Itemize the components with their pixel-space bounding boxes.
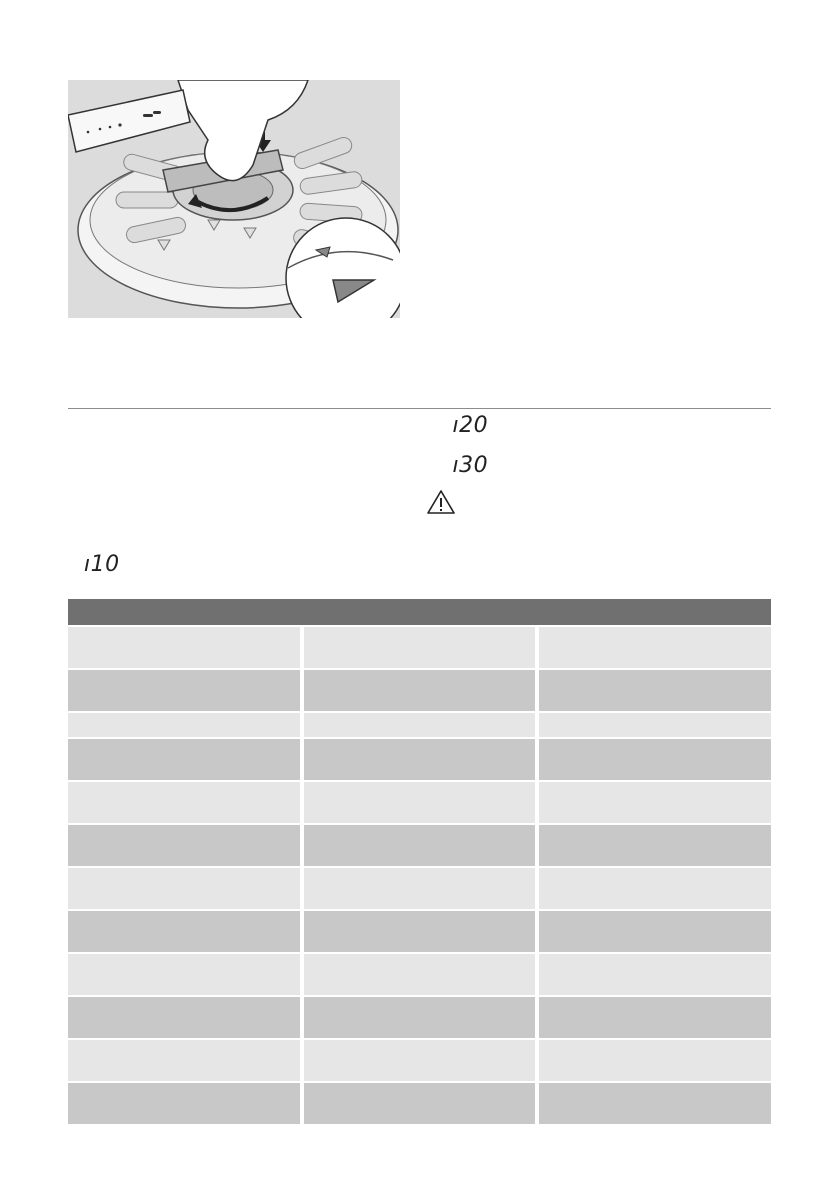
table-cell: [539, 997, 771, 1038]
table-cell: [304, 782, 536, 823]
display-code-i20: ı20: [445, 413, 489, 438]
table-row: [68, 909, 771, 952]
table-cell: [539, 739, 771, 780]
control-panel: [68, 90, 190, 152]
table-cell: [304, 825, 536, 866]
warning-triangle-icon: [426, 489, 456, 515]
table-row: [68, 625, 771, 668]
table-cell: [68, 1083, 300, 1124]
filter-removal-illustration: [68, 80, 400, 318]
section-divider: [68, 408, 771, 409]
table-cell: [539, 713, 771, 737]
table-cell: [68, 627, 300, 668]
table-cell: [68, 782, 300, 823]
table-cell: [304, 713, 536, 737]
display-code-i30: ı30: [445, 453, 489, 478]
table-cell: [68, 868, 300, 909]
table-cell: [68, 739, 300, 780]
table-cell: [539, 782, 771, 823]
table-row: [68, 952, 771, 995]
table-row: [68, 866, 771, 909]
table-cell: [304, 911, 536, 952]
table-cell: [539, 868, 771, 909]
table-row: [68, 995, 771, 1038]
table-cell: [539, 825, 771, 866]
table-cell: [68, 1040, 300, 1081]
filter-illustration-svg: [68, 80, 400, 318]
table-header-cell: [304, 599, 536, 625]
display-code-i10: ı10: [84, 552, 120, 577]
table-cell: [304, 670, 536, 711]
table-cell: [304, 1040, 536, 1081]
table-cell: [539, 1040, 771, 1081]
table-row: [68, 668, 771, 711]
table-row: [68, 1081, 771, 1124]
table-header-cell: [68, 599, 300, 625]
table-row: [68, 737, 771, 780]
table-row: [68, 823, 771, 866]
table-cell: [304, 954, 536, 995]
table-cell: [68, 713, 300, 737]
table-cell: [539, 954, 771, 995]
table-cell: [68, 997, 300, 1038]
table-cell: [539, 670, 771, 711]
table-cell: [68, 954, 300, 995]
table-cell: [68, 670, 300, 711]
table-header-cell: [539, 599, 771, 625]
table-row: [68, 711, 771, 737]
table-cell: [68, 825, 300, 866]
table-cell: [68, 911, 300, 952]
table-cell: [304, 868, 536, 909]
table-cell: [539, 911, 771, 952]
troubleshooting-table: [68, 599, 771, 1124]
table-row: [68, 1038, 771, 1081]
table-header: [68, 599, 771, 625]
table-row: [68, 780, 771, 823]
table-cell: [304, 739, 536, 780]
table-cell: [304, 997, 536, 1038]
table-cell: [539, 1083, 771, 1124]
table-cell: [304, 1083, 536, 1124]
table-cell: [304, 627, 536, 668]
table-cell: [539, 627, 771, 668]
